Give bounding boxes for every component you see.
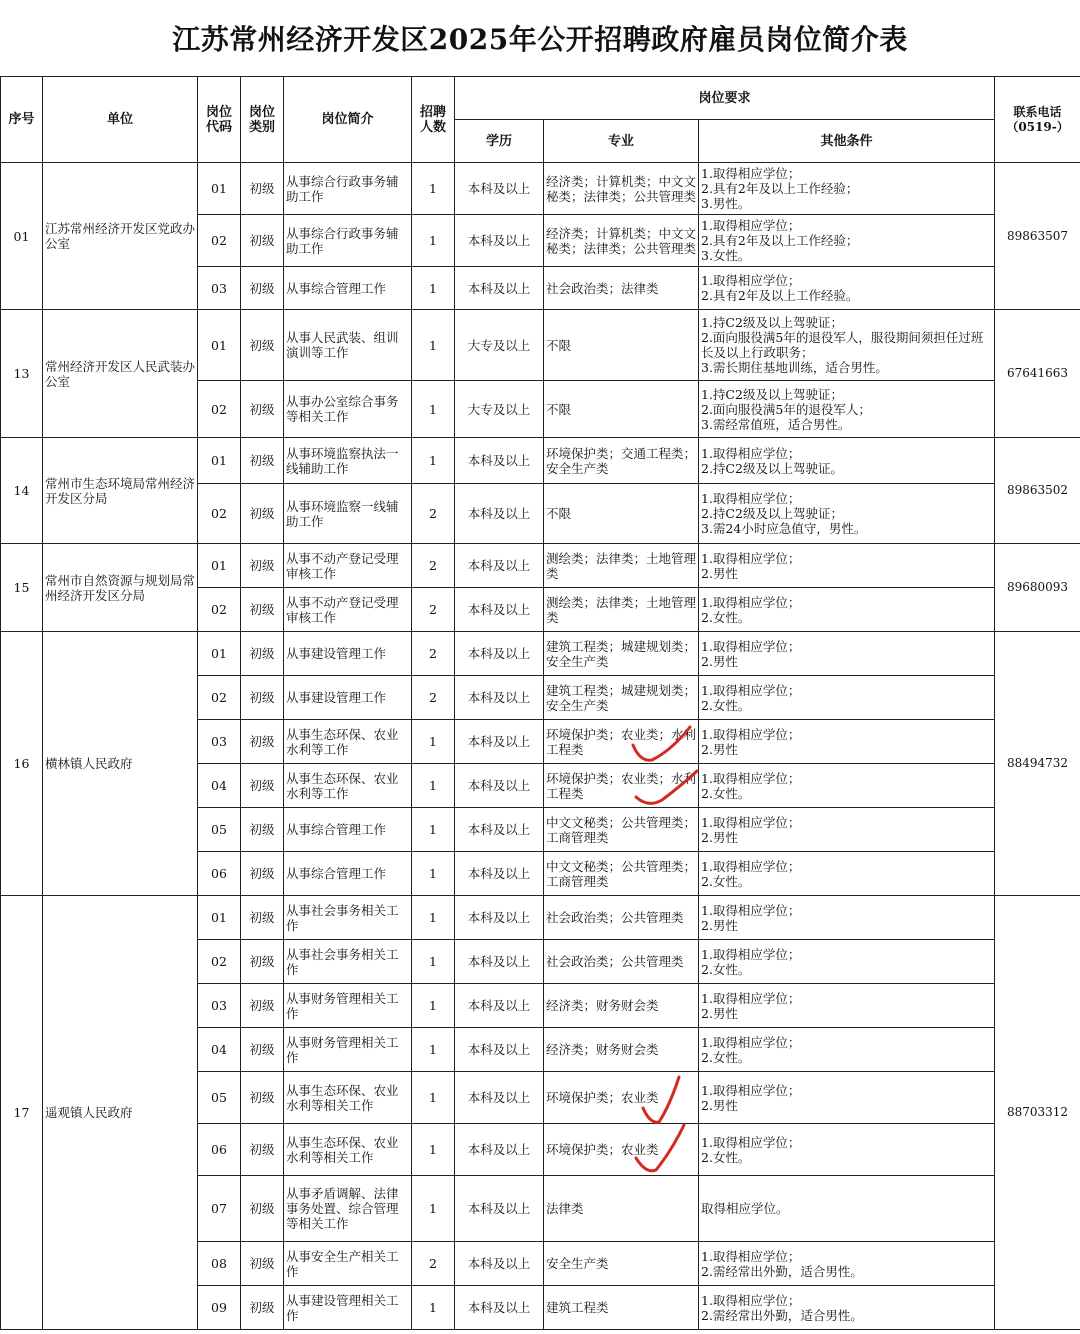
position-other-conditions — [699, 588, 995, 632]
position-major: 环境保护类；农业类；水利工程类 — [544, 764, 699, 808]
position-intro: 从事综合管理工作 — [284, 852, 412, 896]
position-count: 2 — [412, 1242, 455, 1286]
position-count: 1 — [412, 310, 455, 381]
position-category: 初级 — [241, 1028, 284, 1072]
table-row — [1, 438, 1080, 484]
other-condition-line: 1.取得相应学位； — [701, 550, 801, 566]
position-intro: 从事办公室综合事务等相关工作 — [284, 381, 412, 438]
position-major: 不限 — [544, 310, 699, 381]
position-code: 02 — [198, 215, 241, 267]
position-intro: 从事综合管理工作 — [284, 267, 412, 310]
header-other: 其他条件 — [699, 120, 995, 163]
group-seq: 16 — [1, 632, 43, 896]
position-category: 初级 — [241, 1072, 284, 1124]
position-major: 不限 — [544, 484, 699, 544]
group-tel: 89863507 — [995, 163, 1080, 310]
position-code: 02 — [198, 484, 241, 544]
position-intro: 从事综合行政事务辅助工作 — [284, 163, 412, 215]
position-count: 1 — [412, 852, 455, 896]
position-major: 经济类；财务财会类 — [544, 984, 699, 1028]
position-category: 初级 — [241, 940, 284, 984]
position-other-conditions — [699, 544, 995, 588]
position-major: 经济类；财务财会类 — [544, 1028, 699, 1072]
position-category: 初级 — [241, 215, 284, 267]
position-other-conditions — [699, 852, 995, 896]
other-condition-line: 2.具有2年及以上工作经验。 — [701, 288, 859, 303]
other-condition-line: 2.面向服役满5年的退役军人； — [701, 401, 871, 417]
other-condition-line: 3.需经常值班，适合男性。 — [701, 416, 851, 432]
group-unit: 常州经济开发区人民武装办公室 — [43, 310, 198, 438]
position-category: 初级 — [241, 544, 284, 588]
other-condition-line: 2.持C2级及以上驾驶证。 — [701, 460, 843, 476]
position-other-conditions — [699, 940, 995, 984]
position-other-conditions — [699, 632, 995, 676]
table-row — [1, 163, 1080, 215]
position-other-conditions — [699, 808, 995, 852]
position-intro: 从事综合行政事务辅助工作 — [284, 215, 412, 267]
position-other-conditions — [699, 215, 995, 267]
position-edu: 本科及以上 — [455, 808, 544, 852]
position-count: 1 — [412, 896, 455, 940]
position-count: 2 — [412, 632, 455, 676]
position-major: 安全生产类 — [544, 1242, 699, 1286]
other-condition-line: 2.男性 — [701, 653, 738, 669]
other-condition-line: 1.取得相应学位； — [701, 682, 801, 698]
group-unit: 横林镇人民政府 — [43, 632, 198, 896]
positions-table — [0, 76, 1080, 1330]
other-condition-line: 1.取得相应学位； — [701, 218, 801, 233]
header-edu: 学历 — [455, 120, 544, 163]
group-unit: 江苏常州经济开发区党政办公室 — [43, 163, 198, 310]
position-edu: 本科及以上 — [455, 267, 544, 310]
position-count: 1 — [412, 808, 455, 852]
position-major: 环境保护类；农业类 — [544, 1072, 699, 1124]
position-edu: 本科及以上 — [455, 984, 544, 1028]
other-condition-line: 2.男性 — [701, 1097, 738, 1113]
other-condition-line: 2.男性 — [701, 829, 738, 845]
other-condition-line: 1.持C2级及以上驾驶证； — [701, 386, 843, 402]
position-edu: 本科及以上 — [455, 484, 544, 544]
position-category: 初级 — [241, 267, 284, 310]
position-edu: 本科及以上 — [455, 632, 544, 676]
position-count: 1 — [412, 764, 455, 808]
position-other-conditions — [699, 310, 995, 381]
other-condition-line: 1.取得相应学位； — [701, 1134, 801, 1150]
position-edu: 本科及以上 — [455, 720, 544, 764]
header-count: 招聘人数 — [412, 77, 455, 163]
position-code: 02 — [198, 940, 241, 984]
position-intro: 从事生态环保、农业水利等相关工作 — [284, 1124, 412, 1176]
header-seq: 序号 — [1, 77, 43, 163]
table-body — [1, 163, 1080, 1330]
other-condition-line: 2.男性 — [701, 917, 738, 933]
position-intro: 从事环境监察一线辅助工作 — [284, 484, 412, 544]
table-row — [1, 632, 1080, 676]
other-condition-line: 3.男性。 — [701, 196, 751, 211]
position-category: 初级 — [241, 720, 284, 764]
position-count: 1 — [412, 1028, 455, 1072]
other-condition-line: 1.取得相应学位； — [701, 445, 801, 461]
position-major: 环境保护类；交通工程类；安全生产类 — [544, 438, 699, 484]
position-code: 05 — [198, 1072, 241, 1124]
other-condition-line: 1.取得相应学位； — [701, 491, 801, 506]
table-header — [1, 77, 1080, 163]
other-condition-line: 2.男性 — [701, 565, 738, 581]
position-category: 初级 — [241, 676, 284, 720]
position-other-conditions — [699, 1176, 995, 1242]
other-condition-line: 1.取得相应学位； — [701, 770, 801, 786]
group-tel: 89680093 — [995, 544, 1080, 632]
position-code: 01 — [198, 632, 241, 676]
position-other-conditions — [699, 1242, 995, 1286]
group-seq: 14 — [1, 438, 43, 544]
header-unit: 单位 — [43, 77, 198, 163]
other-condition-line: 1.取得相应学位； — [701, 858, 801, 874]
other-condition-line: 2.具有2年及以上工作经验； — [701, 181, 859, 196]
position-count: 2 — [412, 676, 455, 720]
position-edu: 本科及以上 — [455, 1286, 544, 1330]
position-count: 1 — [412, 267, 455, 310]
position-count: 2 — [412, 544, 455, 588]
page-title: 江苏常州经济开发区2025年公开招聘政府雇员岗位简介表 — [172, 23, 908, 56]
position-edu: 本科及以上 — [455, 1176, 544, 1242]
group-seq: 13 — [1, 310, 43, 438]
group-tel: 67641663 — [995, 310, 1080, 438]
position-major: 环境保护类；农业类；水利工程类 — [544, 720, 699, 764]
position-intro: 从事生态环保、农业水利等工作 — [284, 764, 412, 808]
position-category: 初级 — [241, 632, 284, 676]
position-code: 04 — [198, 764, 241, 808]
position-category: 初级 — [241, 1124, 284, 1176]
position-code: 08 — [198, 1242, 241, 1286]
position-count: 1 — [412, 1072, 455, 1124]
other-condition-line: 1.取得相应学位； — [701, 1034, 801, 1050]
position-intro: 从事安全生产相关工作 — [284, 1242, 412, 1286]
table-row — [1, 896, 1080, 940]
position-intro: 从事人民武装、组训演训等工作 — [284, 310, 412, 381]
position-category: 初级 — [241, 163, 284, 215]
position-code: 01 — [198, 438, 241, 484]
other-condition-line: 2.女性。 — [701, 609, 751, 625]
position-major: 社会政治类；公共管理类 — [544, 896, 699, 940]
other-condition-line: 2.具有2年及以上工作经验； — [701, 233, 859, 248]
position-other-conditions — [699, 764, 995, 808]
other-condition-line: 1.取得相应学位； — [701, 946, 801, 962]
position-category: 初级 — [241, 381, 284, 438]
position-code: 09 — [198, 1286, 241, 1330]
position-other-conditions — [699, 720, 995, 764]
group-seq: 15 — [1, 544, 43, 632]
position-major: 社会政治类；公共管理类 — [544, 940, 699, 984]
group-unit: 遥观镇人民政府 — [43, 896, 198, 1330]
position-major: 经济类；计算机类；中文文秘类；法律类；公共管理类 — [544, 215, 699, 267]
other-condition-line: 3.需24小时应急值守，男性。 — [701, 521, 867, 536]
position-edu: 本科及以上 — [455, 896, 544, 940]
other-condition-line: 2.女性。 — [701, 785, 751, 801]
other-condition-line: 1.取得相应学位； — [701, 166, 801, 181]
position-count: 1 — [412, 1286, 455, 1330]
position-intro: 从事建设管理工作 — [284, 632, 412, 676]
position-major: 中文文秘类；公共管理类；工商管理类 — [544, 808, 699, 852]
position-code: 01 — [198, 163, 241, 215]
position-category: 初级 — [241, 896, 284, 940]
position-intro: 从事生态环保、农业水利等工作 — [284, 720, 412, 764]
other-condition-line: 1.取得相应学位； — [701, 273, 801, 288]
position-code: 03 — [198, 984, 241, 1028]
position-edu: 本科及以上 — [455, 215, 544, 267]
position-edu: 本科及以上 — [455, 676, 544, 720]
position-edu: 本科及以上 — [455, 1028, 544, 1072]
position-edu: 本科及以上 — [455, 544, 544, 588]
position-count: 1 — [412, 1124, 455, 1176]
position-count: 1 — [412, 438, 455, 484]
other-condition-line: 1.取得相应学位； — [701, 638, 801, 654]
position-code: 03 — [198, 720, 241, 764]
position-major: 经济类；计算机类；中文文秘类；法律类；公共管理类 — [544, 163, 699, 215]
position-major: 测绘类；法律类；土地管理类 — [544, 544, 699, 588]
position-count: 1 — [412, 720, 455, 764]
position-code: 01 — [198, 310, 241, 381]
other-condition-line: 1.取得相应学位； — [701, 814, 801, 830]
other-condition-line: 2.需经常出外勤，适合男性。 — [701, 1307, 863, 1323]
other-condition-line: 3.需长期住基地训练，适合男性。 — [701, 360, 888, 375]
position-intro: 从事财务管理相关工作 — [284, 1028, 412, 1072]
position-code: 02 — [198, 588, 241, 632]
position-other-conditions — [699, 1072, 995, 1124]
other-condition-line: 2.女性。 — [701, 873, 751, 889]
position-count: 2 — [412, 588, 455, 632]
position-intro: 从事社会事务相关工作 — [284, 896, 412, 940]
position-code: 01 — [198, 544, 241, 588]
other-condition-line: 2.女性。 — [701, 961, 751, 977]
position-intro: 从事财务管理相关工作 — [284, 984, 412, 1028]
other-condition-line: 1.取得相应学位； — [701, 1292, 801, 1308]
other-condition-line: 2.面向服役满5年的退役军人，服役期间须担任过班长及以上行政职务； — [701, 330, 984, 360]
other-condition-line: 1.取得相应学位； — [701, 902, 801, 918]
position-intro: 从事不动产登记受理审核工作 — [284, 544, 412, 588]
position-other-conditions — [699, 896, 995, 940]
other-condition-line: 3.女性。 — [701, 248, 751, 263]
position-code: 06 — [198, 1124, 241, 1176]
other-condition-line: 1.取得相应学位； — [701, 594, 801, 610]
position-category: 初级 — [241, 852, 284, 896]
position-edu: 本科及以上 — [455, 163, 544, 215]
other-condition-line: 1.取得相应学位； — [701, 1248, 801, 1264]
position-major: 建筑工程类；城建规划类；安全生产类 — [544, 632, 699, 676]
group-seq: 01 — [1, 163, 43, 310]
group-tel: 89863502 — [995, 438, 1080, 544]
position-edu: 本科及以上 — [455, 1242, 544, 1286]
table-row — [1, 544, 1080, 588]
position-major: 环境保护类；农业类 — [544, 1124, 699, 1176]
position-edu: 本科及以上 — [455, 1124, 544, 1176]
position-intro: 从事建设管理相关工作 — [284, 1286, 412, 1330]
position-major: 社会政治类；法律类 — [544, 267, 699, 310]
other-condition-line: 2.男性 — [701, 1005, 738, 1021]
table-row — [1, 310, 1080, 381]
position-code: 03 — [198, 267, 241, 310]
other-condition-line: 2.男性 — [701, 741, 738, 757]
other-condition-line: 取得相应学位。 — [701, 1201, 789, 1216]
position-major: 测绘类；法律类；土地管理类 — [544, 588, 699, 632]
position-major: 不限 — [544, 381, 699, 438]
position-code: 06 — [198, 852, 241, 896]
position-edu: 大专及以上 — [455, 310, 544, 381]
position-edu: 本科及以上 — [455, 940, 544, 984]
other-condition-line: 2.女性。 — [701, 697, 751, 713]
position-category: 初级 — [241, 984, 284, 1028]
position-other-conditions — [699, 381, 995, 438]
position-other-conditions — [699, 984, 995, 1028]
position-count: 1 — [412, 381, 455, 438]
position-count: 1 — [412, 1176, 455, 1242]
other-condition-line: 2.持C2级及以上驾驶证； — [701, 506, 843, 521]
position-edu: 本科及以上 — [455, 588, 544, 632]
position-other-conditions — [699, 267, 995, 310]
position-edu: 本科及以上 — [455, 1072, 544, 1124]
position-count: 2 — [412, 484, 455, 544]
position-intro: 从事生态环保、农业水利等相关工作 — [284, 1072, 412, 1124]
position-other-conditions — [699, 484, 995, 544]
position-category: 初级 — [241, 1286, 284, 1330]
position-code: 07 — [198, 1176, 241, 1242]
other-condition-line: 2.女性。 — [701, 1049, 751, 1065]
header-category: 岗位类别 — [241, 77, 284, 163]
position-edu: 大专及以上 — [455, 381, 544, 438]
position-major: 建筑工程类 — [544, 1286, 699, 1330]
position-code: 02 — [198, 676, 241, 720]
position-other-conditions — [699, 1286, 995, 1330]
position-intro: 从事矛盾调解、法律事务处置、综合管理等相关工作 — [284, 1176, 412, 1242]
position-code: 04 — [198, 1028, 241, 1072]
other-condition-line: 1.取得相应学位； — [701, 726, 801, 742]
other-condition-line: 2.女性。 — [701, 1149, 751, 1165]
position-category: 初级 — [241, 1242, 284, 1286]
position-count: 1 — [412, 984, 455, 1028]
header-tel: 联系电话（0519-） — [995, 77, 1080, 163]
position-intro: 从事社会事务相关工作 — [284, 940, 412, 984]
header-major: 专业 — [544, 120, 699, 163]
position-category: 初级 — [241, 588, 284, 632]
position-category: 初级 — [241, 808, 284, 852]
position-category: 初级 — [241, 764, 284, 808]
position-code: 05 — [198, 808, 241, 852]
other-condition-line: 2.需经常出外勤，适合男性。 — [701, 1263, 863, 1279]
other-condition-line: 1.取得相应学位； — [701, 1082, 801, 1098]
position-edu: 本科及以上 — [455, 438, 544, 484]
position-count: 1 — [412, 940, 455, 984]
position-category: 初级 — [241, 484, 284, 544]
position-intro: 从事环境监察执法一线辅助工作 — [284, 438, 412, 484]
group-tel: 88494732 — [995, 632, 1080, 896]
position-major: 中文文秘类；公共管理类；工商管理类 — [544, 852, 699, 896]
position-edu: 本科及以上 — [455, 852, 544, 896]
position-category: 初级 — [241, 438, 284, 484]
position-code: 01 — [198, 896, 241, 940]
position-major: 法律类 — [544, 1176, 699, 1242]
position-intro: 从事综合管理工作 — [284, 808, 412, 852]
position-other-conditions — [699, 163, 995, 215]
other-condition-line: 1.持C2级及以上驾驶证； — [701, 315, 843, 330]
group-seq: 17 — [1, 896, 43, 1330]
position-intro: 从事不动产登记受理审核工作 — [284, 588, 412, 632]
position-category: 初级 — [241, 1176, 284, 1242]
position-count: 1 — [412, 163, 455, 215]
header-code: 岗位代码 — [198, 77, 241, 163]
position-edu: 本科及以上 — [455, 764, 544, 808]
header-requirements: 岗位要求 — [455, 77, 995, 120]
position-other-conditions — [699, 438, 995, 484]
header-intro: 岗位简介 — [284, 77, 412, 163]
position-intro: 从事建设管理工作 — [284, 676, 412, 720]
group-unit: 常州市生态环境局常州经济开发区分局 — [43, 438, 198, 544]
position-code: 02 — [198, 381, 241, 438]
position-major: 建筑工程类；城建规划类；安全生产类 — [544, 676, 699, 720]
position-count: 1 — [412, 215, 455, 267]
position-other-conditions — [699, 676, 995, 720]
group-unit: 常州市自然资源与规划局常州经济开发区分局 — [43, 544, 198, 632]
position-other-conditions — [699, 1028, 995, 1072]
position-category: 初级 — [241, 310, 284, 381]
other-condition-line: 1.取得相应学位； — [701, 990, 801, 1006]
position-other-conditions — [699, 1124, 995, 1176]
group-tel: 88703312 — [995, 896, 1080, 1330]
